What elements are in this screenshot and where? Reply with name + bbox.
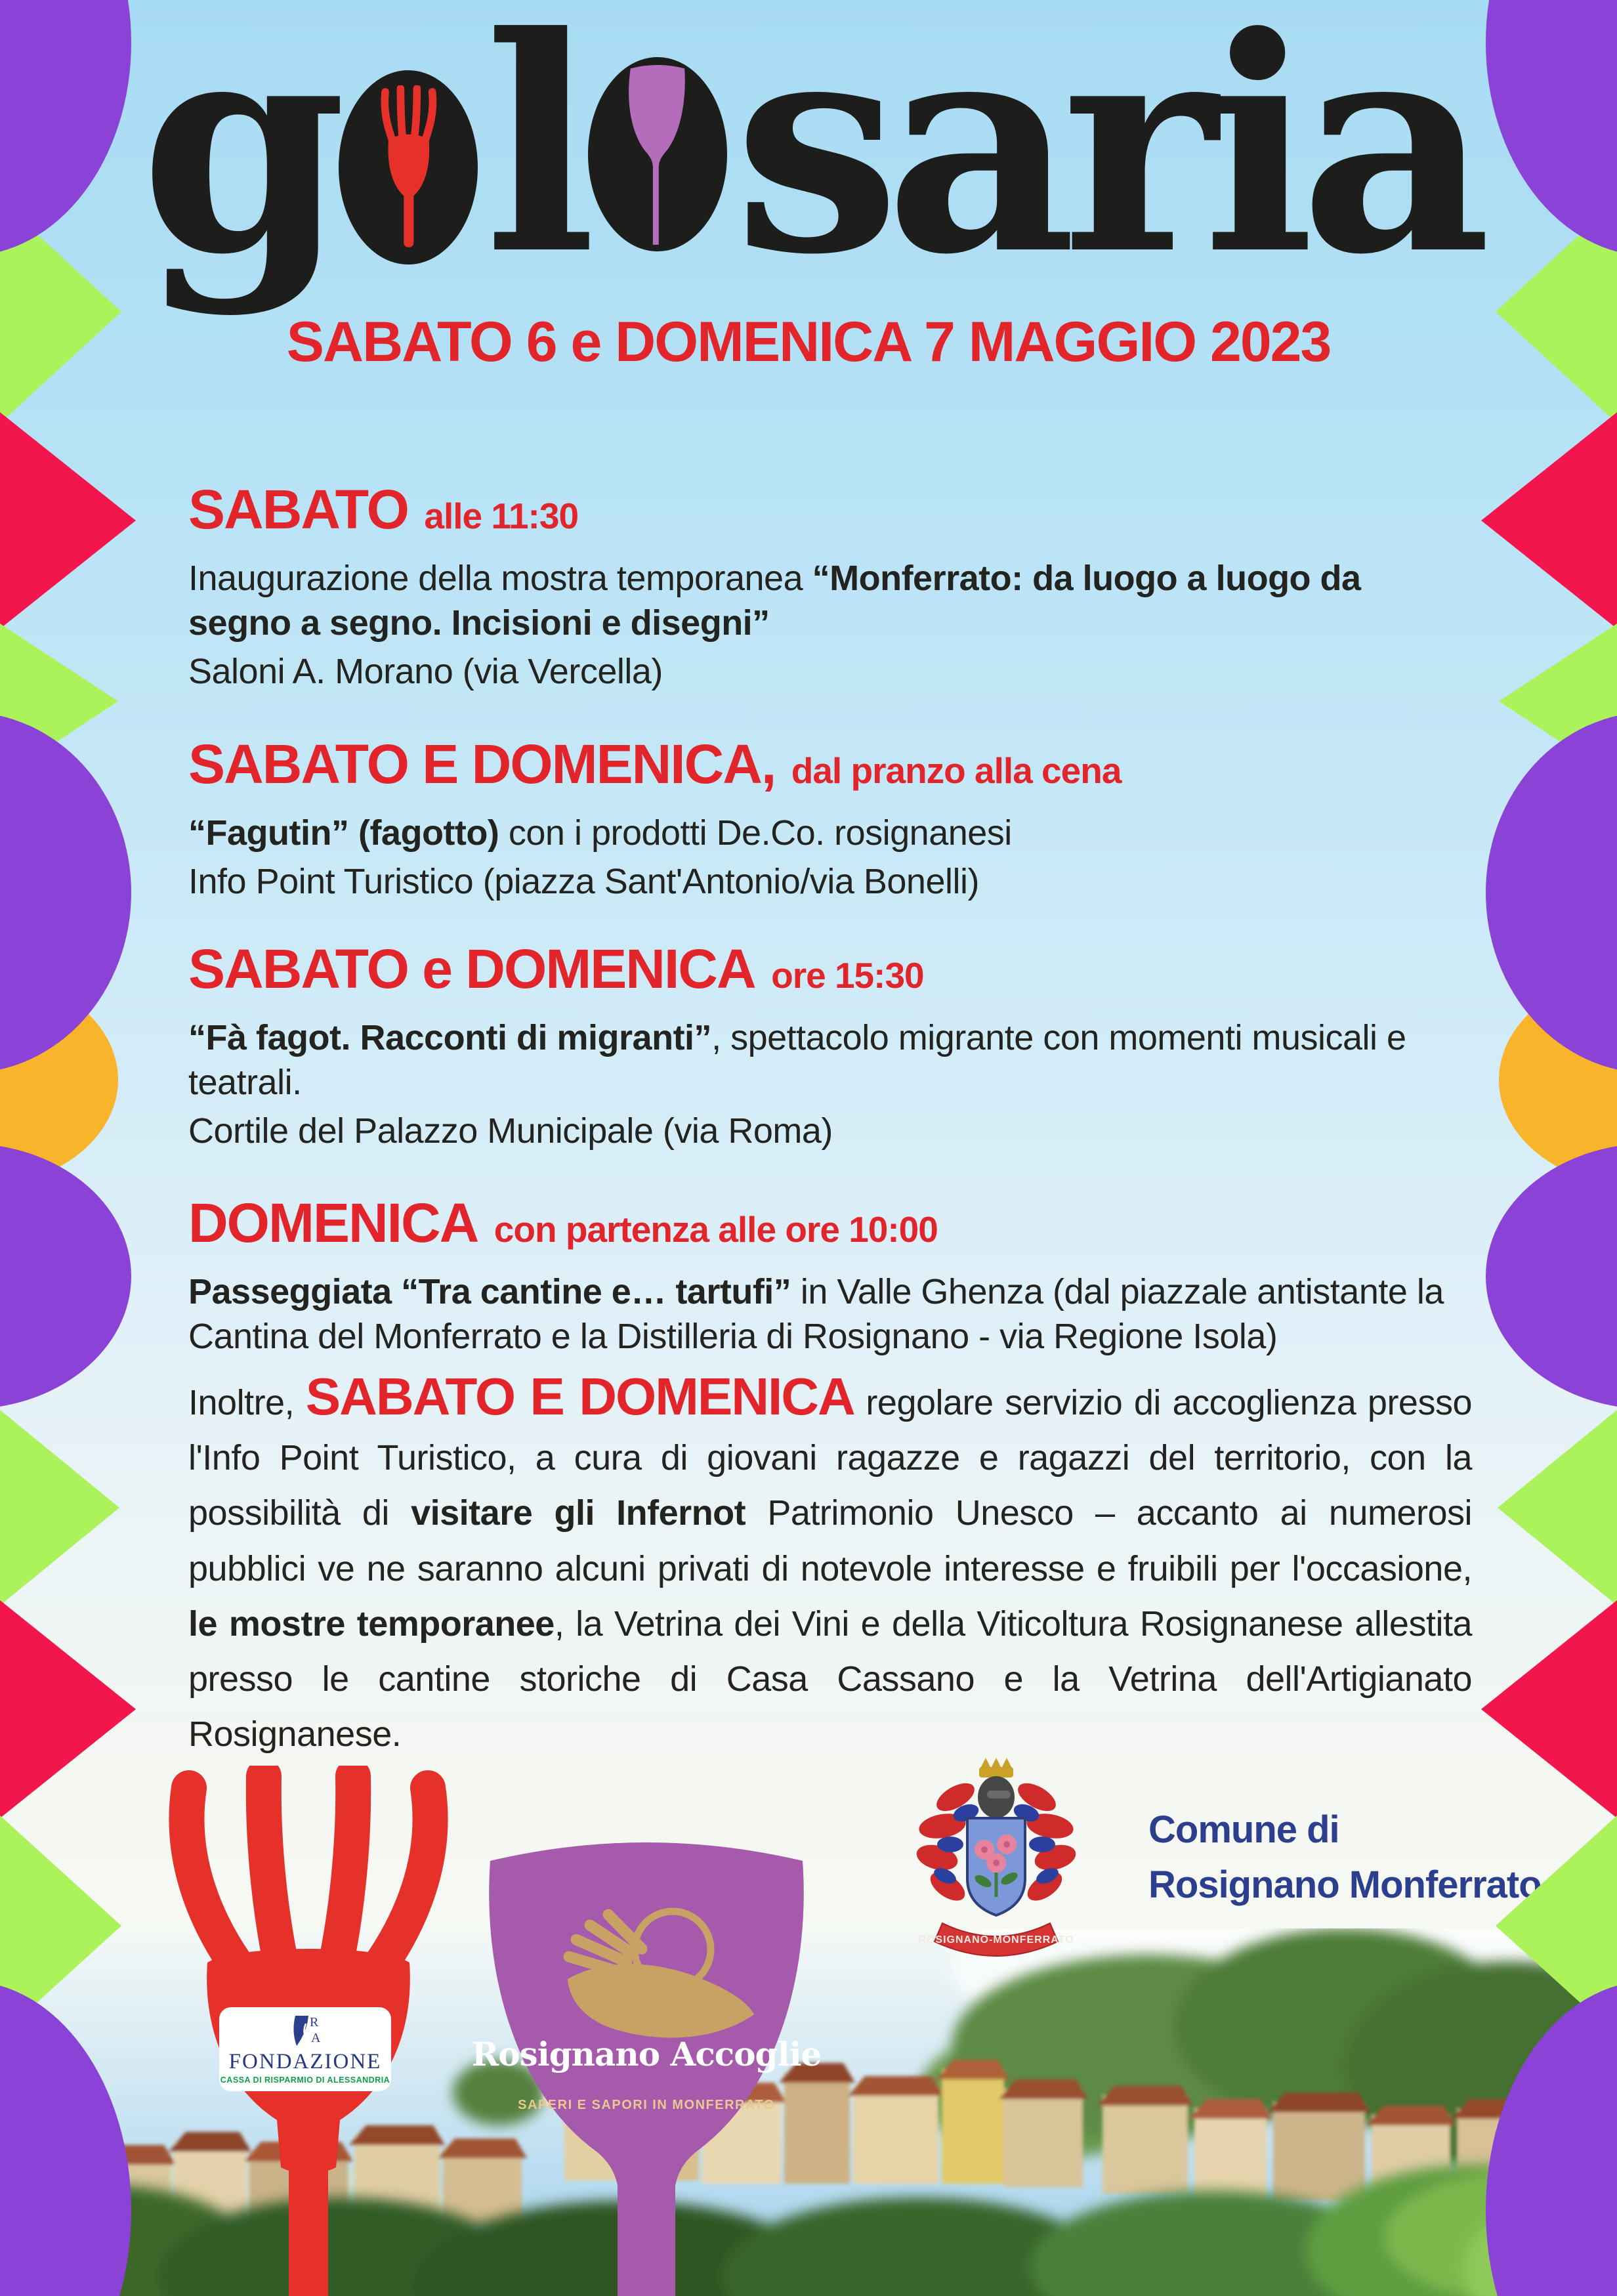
golosaria-logo	[0, 0, 1617, 320]
fondazione-subname: CASSA DI RISPARMIO DI ALESSANDRIA	[220, 2075, 390, 2085]
decor-purple-ellipse-right	[1486, 1143, 1617, 1409]
section-sabato-domenica-1530	[188, 937, 1472, 1153]
section-description: “Fà fagot. Racconti di migranti”, spettacolo migrante con momenti musicali e teatrali.	[188, 1018, 1406, 1103]
section-time: dal pranzo alla cena	[791, 750, 1122, 791]
event-date: SABATO 6 e DOMENICA 7 MAGGIO 2023	[286, 310, 1331, 373]
decor-purple-ellipse-right	[1486, 712, 1617, 1073]
comune-name	[1148, 1802, 1542, 1913]
decor-purple-ellipse-left	[0, 1143, 131, 1409]
section-heading	[188, 937, 1472, 1001]
section-location: Saloni A. Morano (via Vercella)	[188, 652, 663, 692]
section-location: Info Point Turistico (piazza Sant'Antonio/via Bonelli)	[188, 862, 979, 902]
section-day: SABATO e DOMENICA	[188, 938, 755, 1000]
monogram-letter-r: R	[310, 2014, 319, 2030]
fondazione-name: FONDAZIONE	[228, 2049, 382, 2073]
closing-block	[188, 1367, 1472, 1762]
closing-highlight: SABATO E DOMENICA	[305, 1367, 854, 1426]
logo-letter-l: l	[484, 0, 582, 320]
section-time: alle 11:30	[424, 496, 579, 536]
fork-icon	[372, 85, 444, 249]
section-sabato-domenica-pranzo	[188, 733, 1472, 904]
decor-crimson-triangle-left	[0, 1600, 136, 1818]
comune-coat-of-arms-icon	[879, 1758, 1113, 1959]
section-day: DOMENICA	[188, 1192, 478, 1254]
logo-letter-g: g	[140, 0, 332, 320]
section-description: “Fagutin” (fagotto) con i prodotti De.Co. rosignanesi	[188, 813, 1012, 853]
logo-o-fork	[339, 70, 478, 265]
closing-paragraph: Inoltre, SABATO E DOMENICA regolare servizio di accoglienza presso l'Info Point Turistico, a cura di giovani ragazze e ragazzi del territorio, con la possibilità di visitare gli Infernot Patrimonio Unesco – accanto ai numerosi pubblici ve ne saranno alcuni privati di notevole interesse e fruibili per l'occasione, le mostre temporanee, la Vetrina dei Vini e della Viticoltura Rosignanese allestita presso le cantine storiche di Casa Cassano e la Vetrina dell'Artigianato Rosignanese.	[188, 1367, 1472, 1754]
decor-crimson-triangle-right	[1481, 412, 1617, 629]
helmet	[978, 1776, 1015, 1818]
section-heading	[188, 733, 1472, 796]
comune-name-line2: Rosignano Monferrato	[1148, 1863, 1542, 1907]
section-heading	[188, 1191, 1472, 1255]
section-domenica	[188, 1191, 1472, 1359]
section-time: con partenza alle ore 10:00	[494, 1209, 938, 1250]
decor-green-triangle-right	[1498, 1410, 1617, 1605]
comune-name-line1: Comune di	[1148, 1808, 1339, 1851]
fondazione-monogram-icon	[286, 2014, 324, 2049]
accoglie-title: Rosignano Accoglie	[471, 2035, 822, 2073]
section-heading	[188, 478, 1472, 542]
section-location: Cortile del Palazzo Municipale (via Roma)	[188, 1111, 833, 1151]
shield	[967, 1818, 1025, 1915]
decor-crimson-triangle-left	[0, 412, 136, 629]
ribbon-text: ROSIGNANO-MONFERRATO	[918, 1934, 1074, 1945]
monogram-letter-a: A	[311, 2030, 321, 2045]
section-sabato	[188, 478, 1472, 694]
section-description: Passeggiata “Tra cantine e… tartufi” in Valle Ghenza (dal piazzale antistante la Cantina del Monferrato e la Distilleria di Rosignano - via Regione Isola)	[188, 1272, 1444, 1357]
wine-glass-icon	[622, 59, 693, 249]
section-description: Inaugurazione della mostra temporanea “Monferrato: da luogo a luogo da segno a segno. Incisioni e disegni”	[188, 559, 1361, 643]
comune-logo-block	[873, 1751, 1568, 1968]
fondazione-logo-block	[219, 2007, 391, 2091]
section-time: ore 15:30	[771, 955, 924, 996]
logo-letters-saria: saria	[734, 0, 1477, 320]
logo-o-wineglass	[588, 57, 727, 251]
ribbon	[918, 1923, 1074, 1956]
decor-purple-ellipse-left	[0, 712, 131, 1073]
section-day: SABATO E DOMENICA,	[188, 733, 776, 795]
decor-green-triangle-left	[0, 1410, 119, 1605]
accoglie-tagline: SAPERI E SAPORI IN MONFERRATO	[518, 2098, 775, 2112]
section-day: SABATO	[188, 478, 408, 540]
